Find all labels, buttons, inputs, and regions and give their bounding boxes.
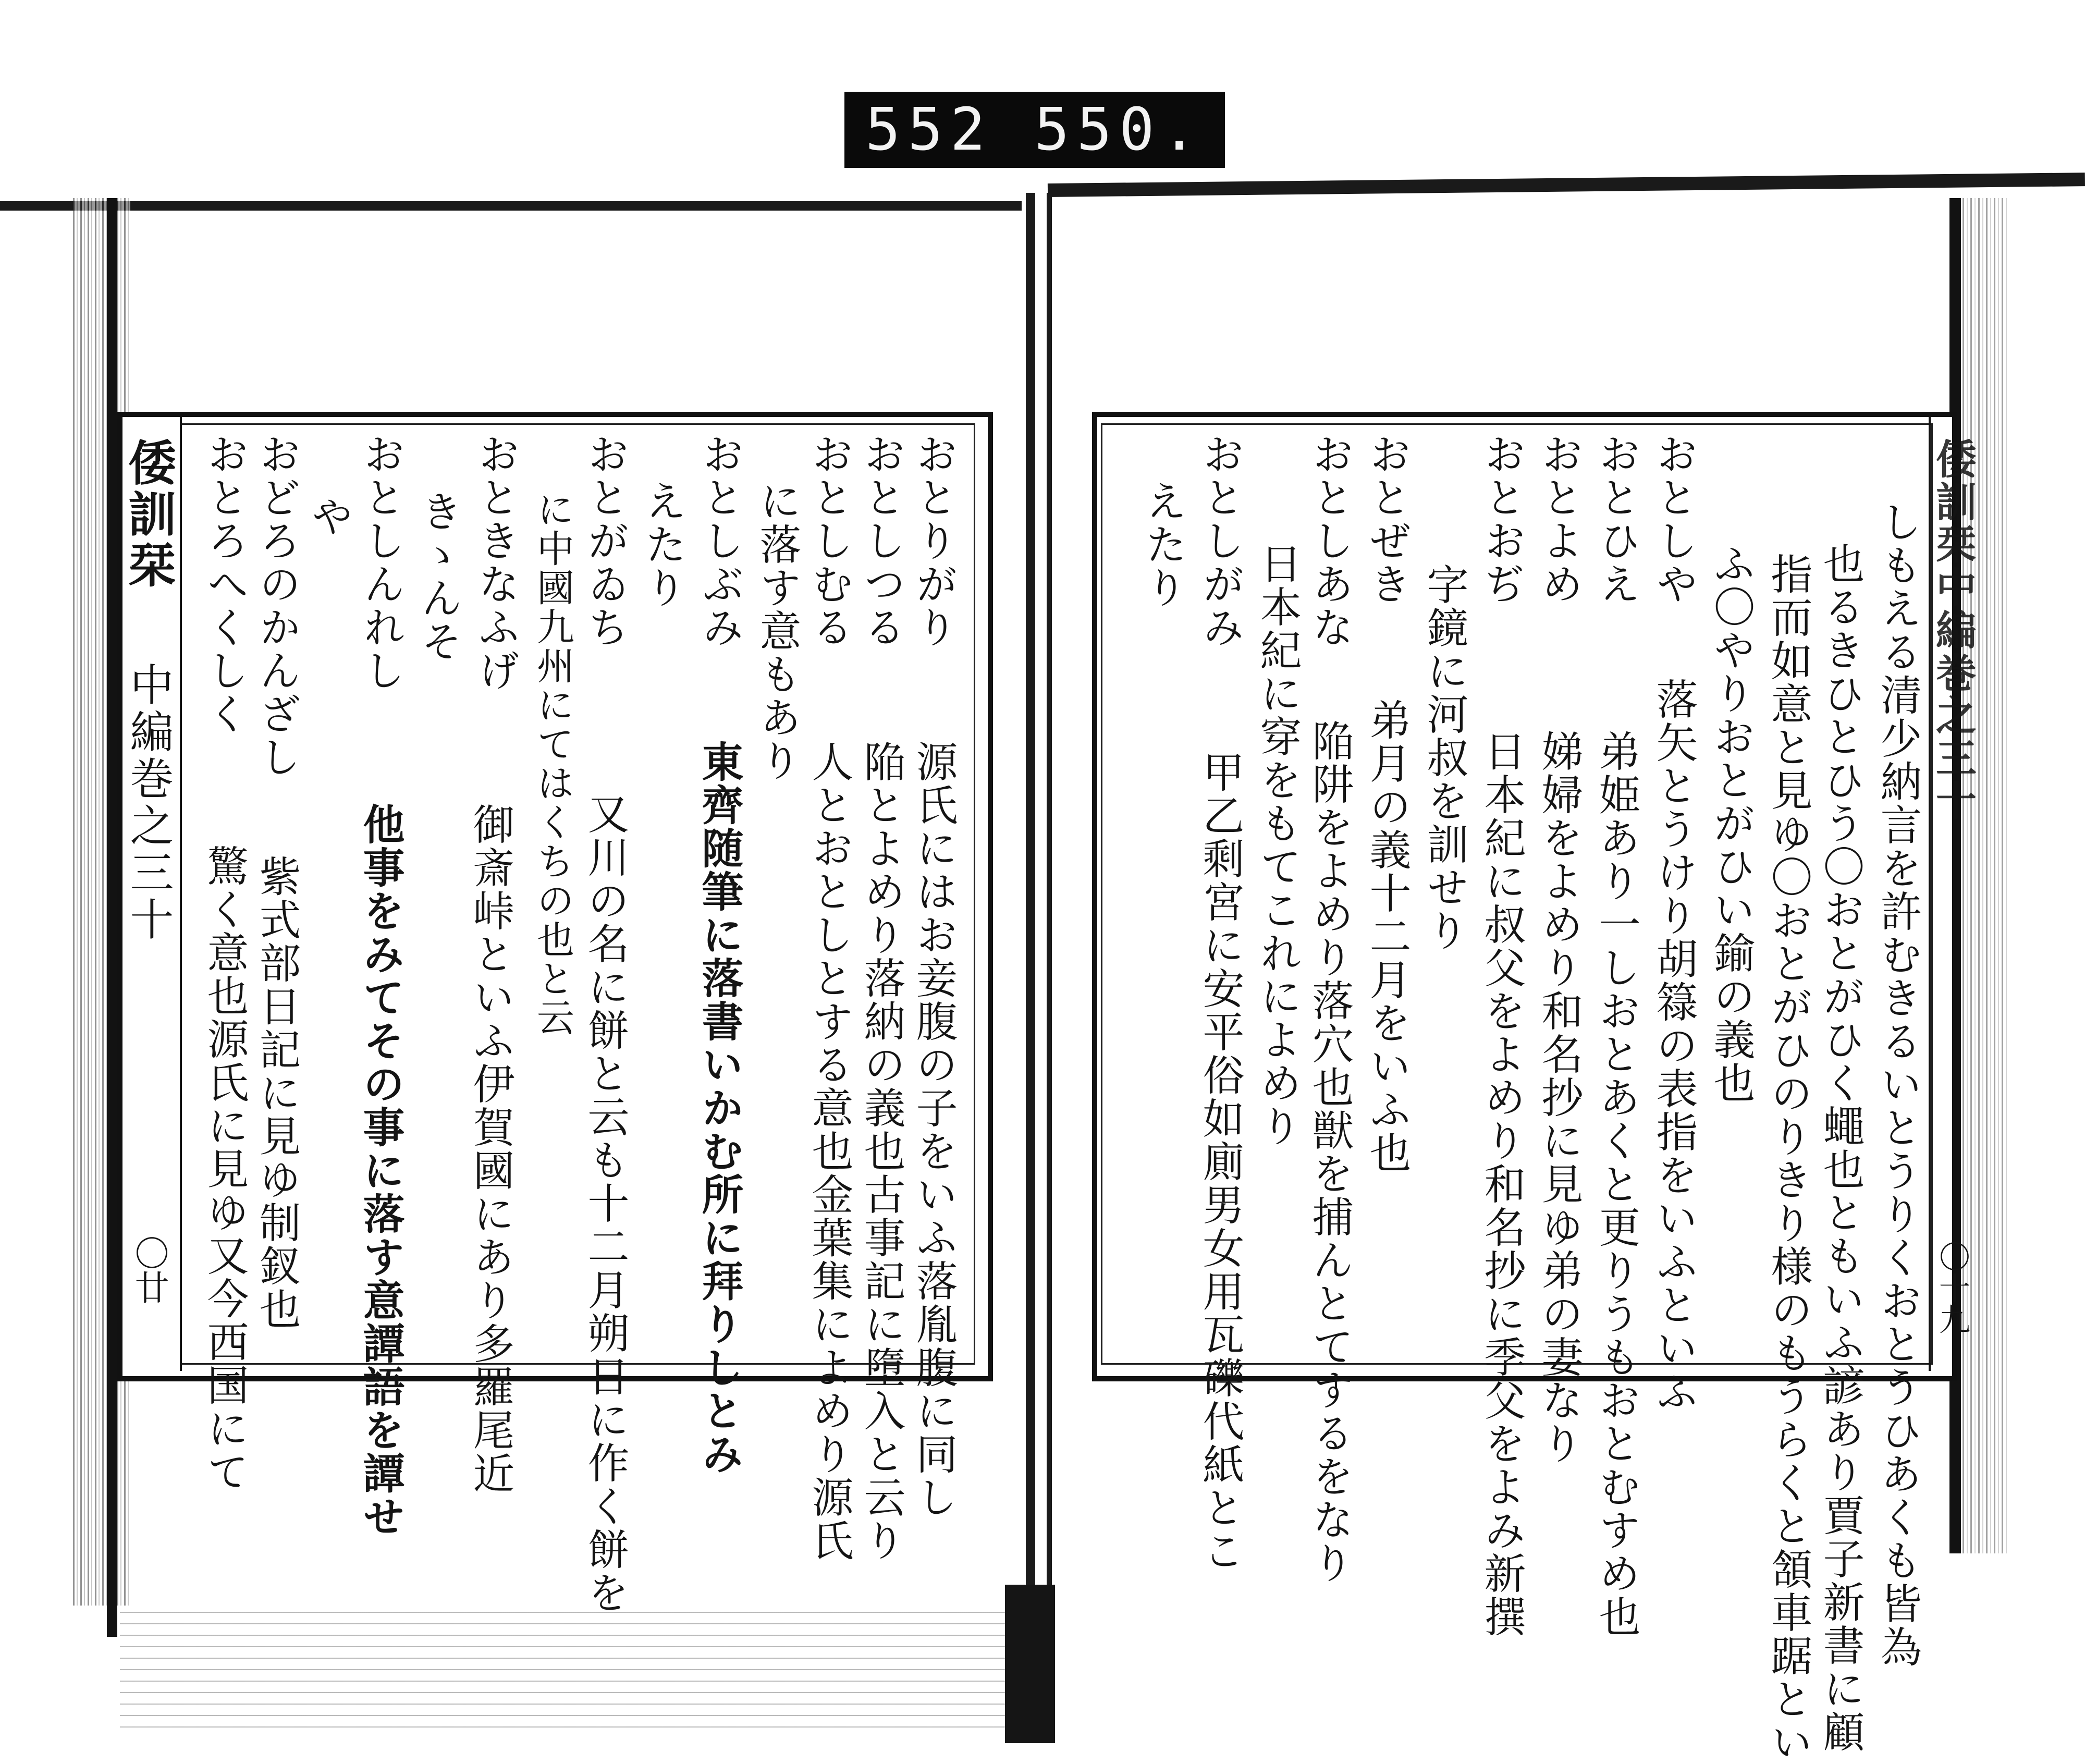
left-note-4: 東齊随筆に落書いかむ所に拜りしとみ — [695, 740, 744, 1476]
right-col-9: おとよめ — [1535, 433, 1583, 606]
left-col-7: おとがゐち — [581, 433, 629, 649]
left-note-2: 陥とよめり落納の義也古事記に墮入と云り — [857, 740, 905, 1562]
left-col-3: おとしむる — [805, 433, 853, 649]
right-col-15: 弟月の義十二月をいふ也 — [1363, 699, 1411, 1174]
left-page-edge — [107, 198, 117, 1637]
left-note-5: 又川の名に餅と云も十二月朔日に作く餅を — [581, 792, 629, 1614]
right-col-21: えたり — [1138, 480, 1187, 609]
left-col-8: に中國九州にてはくちの也と云 — [531, 490, 574, 1037]
left-margin-folio: 〇廿 — [129, 1235, 169, 1304]
right-col-10: 娣婦をよめり和名抄に見ゆ弟の妻なり — [1535, 730, 1583, 1465]
page-edge-left — [0, 201, 1022, 211]
left-note-6: 御斎峠といふ伊賀國にあり多羅尾近 — [466, 803, 514, 1495]
left-note-7: 他事をみてその事に落す意譚語を譚せ — [356, 803, 405, 1538]
spine-binding — [1005, 1585, 1055, 1743]
right-col-12: 日本紀に叔父をよめり和名抄に季父をよみ新撰 — [1477, 730, 1526, 1638]
left-margin-chapter: 中編巻之三十 — [123, 662, 174, 944]
left-col-11: おとしんれし — [357, 433, 405, 692]
right-col-8: 弟姫あり一しおとあくと更りうもおとむすめ也 — [1592, 730, 1640, 1638]
right-col-16: おとしあな — [1305, 433, 1354, 649]
right-col-11: おとおぢ — [1477, 433, 1526, 606]
left-note-8: 紫式部日記に見ゆ制釵也 — [252, 855, 301, 1331]
left-note-1: 源氏にはお妾腹の子をいふ落胤腹に同し — [909, 740, 958, 1519]
spine-gutter — [1026, 193, 1035, 1600]
right-col-7: おとひえ — [1592, 433, 1640, 606]
left-note-3: 人とおとしとする意也金葉集によめり源氏 — [805, 740, 853, 1562]
left-col-12: や — [304, 495, 353, 538]
folio-right-number: 550. — [1034, 96, 1204, 164]
right-col-13: 字鏡に河叔を訓せり — [1420, 563, 1468, 952]
left-col-9: おときなふげ — [471, 433, 520, 692]
right-col-17: 陥阱をよめり落穴也獣を捕んとてするをなり — [1305, 719, 1354, 1585]
right-col-14: おとぜき — [1363, 433, 1411, 606]
right-col-1: しもえる清少納言を許むきるいとうりくおとうひあくも皆為 — [1873, 500, 1922, 1669]
folio-label — [844, 92, 1225, 168]
right-col-2: 也るきひとひう〇おとがひく蠅也ともいふ諺あり賈子新書に顧 — [1816, 542, 1865, 1754]
left-col-4: に落す意もあり — [753, 480, 801, 782]
right-col-18: 日本紀に穿をもてこれによめり — [1253, 542, 1302, 1148]
right-col-19: おとしがみ — [1196, 433, 1244, 649]
left-col-14: おとろへくしく — [200, 433, 249, 736]
folio-left-number: 552 — [865, 96, 993, 164]
right-margin-folio: 〇十九 — [1934, 1241, 1970, 1334]
left-col-10: きゝんそ — [414, 490, 462, 663]
left-col-6: えたり — [638, 480, 686, 609]
right-col-6: 落矢とうけり胡簶の表指をいふといふ — [1649, 678, 1698, 1413]
right-col-5: おとしや — [1649, 433, 1698, 606]
left-col-1: おとりがり — [909, 433, 958, 649]
right-col-3: 指而如意と見ゆ〇おとがひのりきり様のもうらくと頷車踞とい — [1764, 553, 1812, 1764]
left-col-13: おどろのかんざし — [252, 433, 301, 779]
spine-gutter-right — [1047, 193, 1052, 1600]
left-margin-title: 倭訓栞 — [120, 438, 177, 591]
left-col-2: おとしつる — [857, 433, 905, 649]
page-edge-right — [1048, 173, 2085, 197]
left-note-9: 驚く意也源氏に見ゆ又今西国にて — [200, 844, 249, 1493]
right-col-4: ふ〇やりおとがひい鍮の義也 — [1707, 542, 1755, 1105]
page-stack-bottom — [120, 1606, 1006, 1731]
left-col-5: おとしぶみ — [695, 433, 744, 649]
right-margin-title: 倭訓栞中編巻之三十 — [1929, 438, 1977, 823]
right-col-20: 甲乙剩宮に安平俗如廁男女用瓦礫代紙とこ — [1196, 751, 1244, 1573]
